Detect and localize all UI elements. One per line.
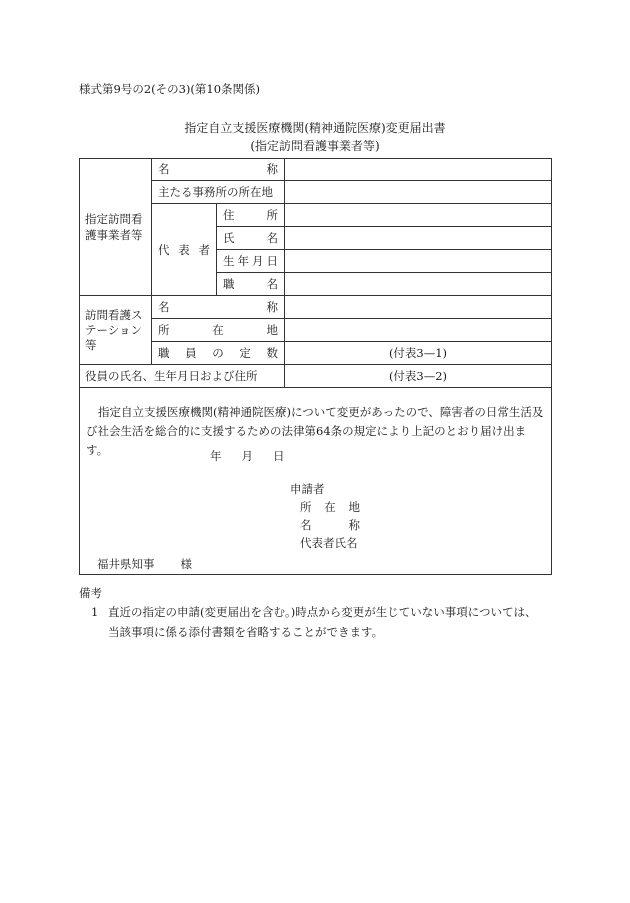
station-label-line2: テーション bbox=[85, 322, 143, 337]
operator-label-line1: 指定訪問看 bbox=[85, 211, 143, 226]
label-char: 在 bbox=[324, 500, 336, 514]
label-char: 職 bbox=[223, 277, 235, 291]
label-char: 在 bbox=[212, 323, 224, 337]
table-frame bbox=[79, 158, 552, 388]
staff-count-field[interactable]: (付表3—1) bbox=[285, 342, 552, 365]
label-char: 職 bbox=[158, 346, 170, 360]
label-char: 名 bbox=[158, 300, 170, 314]
label-char: 所 bbox=[266, 208, 278, 222]
label-char: 生 bbox=[223, 254, 235, 268]
label-char: 住 bbox=[223, 208, 235, 222]
applicant-block bbox=[290, 480, 360, 552]
label-char: 地 bbox=[266, 323, 278, 337]
label-char: 年 bbox=[237, 254, 249, 268]
form-title: 指定自立支援医療機関(精神通院医療)変更届出書 bbox=[184, 121, 446, 135]
date-line[interactable] bbox=[210, 448, 305, 464]
applicant-address[interactable] bbox=[290, 498, 360, 516]
label-char: 代 bbox=[158, 242, 170, 257]
declaration-box bbox=[79, 388, 552, 575]
officers-label: 役員の氏名、生年月日および住所 bbox=[79, 365, 285, 388]
label-char: 所 bbox=[158, 323, 170, 337]
remark-item bbox=[79, 602, 559, 642]
label-char: 員 bbox=[185, 346, 197, 360]
addressee-honorific: 様 bbox=[180, 557, 192, 571]
addressee-name: 福井県知事 bbox=[97, 557, 155, 571]
label-char: 月 bbox=[252, 254, 264, 268]
form-number: 様式第9号の2(その3)(第10条関係) bbox=[79, 82, 261, 96]
remark-text-line1: 直近の指定の申請(変更届出を含む。)時点から変更が生じていない事項については、 bbox=[108, 605, 537, 619]
applicant-representative[interactable]: 代表者氏名 bbox=[300, 536, 358, 550]
officers-field[interactable]: (付表3—2) bbox=[285, 365, 552, 388]
label-char: 表 bbox=[178, 242, 190, 257]
label-char: 称 bbox=[266, 162, 278, 176]
label-char: 名 bbox=[266, 277, 278, 291]
applicant-heading: 申請者 bbox=[290, 482, 325, 496]
label-char: 数 bbox=[266, 346, 278, 360]
label-char: 名 bbox=[300, 518, 312, 532]
label-char: 所 bbox=[300, 500, 312, 514]
station-label-line1: 訪問看護ス bbox=[85, 307, 143, 322]
office-address-label: 主たる事務所の所在地 bbox=[152, 181, 285, 204]
applicant-name[interactable] bbox=[290, 516, 360, 534]
date-day: 日 bbox=[273, 449, 285, 463]
label-char: 定 bbox=[239, 346, 251, 360]
form-table bbox=[79, 158, 552, 388]
date-month: 月 bbox=[241, 449, 253, 463]
operator-label-line2: 護事業者等 bbox=[85, 227, 143, 242]
label-char: 名 bbox=[266, 231, 278, 245]
label-char: の bbox=[212, 346, 224, 360]
declaration-text: 指定自立支援医療機関(精神通院医療)について変更があったので、障害者の日常生活及び社会生活を総合的に支援するための法律第64条の規定により上記のとおり届け出ます。 bbox=[86, 405, 544, 457]
label-char: 日 bbox=[266, 254, 278, 268]
remarks-heading: 備考 bbox=[79, 586, 102, 600]
station-label-line3: 等 bbox=[85, 337, 97, 352]
date-year: 年 bbox=[210, 449, 222, 463]
remark-number: 1 bbox=[91, 605, 99, 619]
addressee bbox=[97, 556, 192, 572]
label-char: 氏 bbox=[223, 231, 235, 245]
label-char: 称 bbox=[266, 300, 278, 314]
form-subtitle: (指定訪問看護事業者等) bbox=[250, 139, 380, 153]
remark-text-line2: 当該事項に係る添付書類を省略することができます。 bbox=[108, 625, 384, 639]
label-char: 地 bbox=[348, 500, 360, 514]
label-char: 称 bbox=[348, 518, 360, 532]
label-char: 名 bbox=[158, 162, 170, 176]
label-char: 者 bbox=[198, 242, 210, 257]
